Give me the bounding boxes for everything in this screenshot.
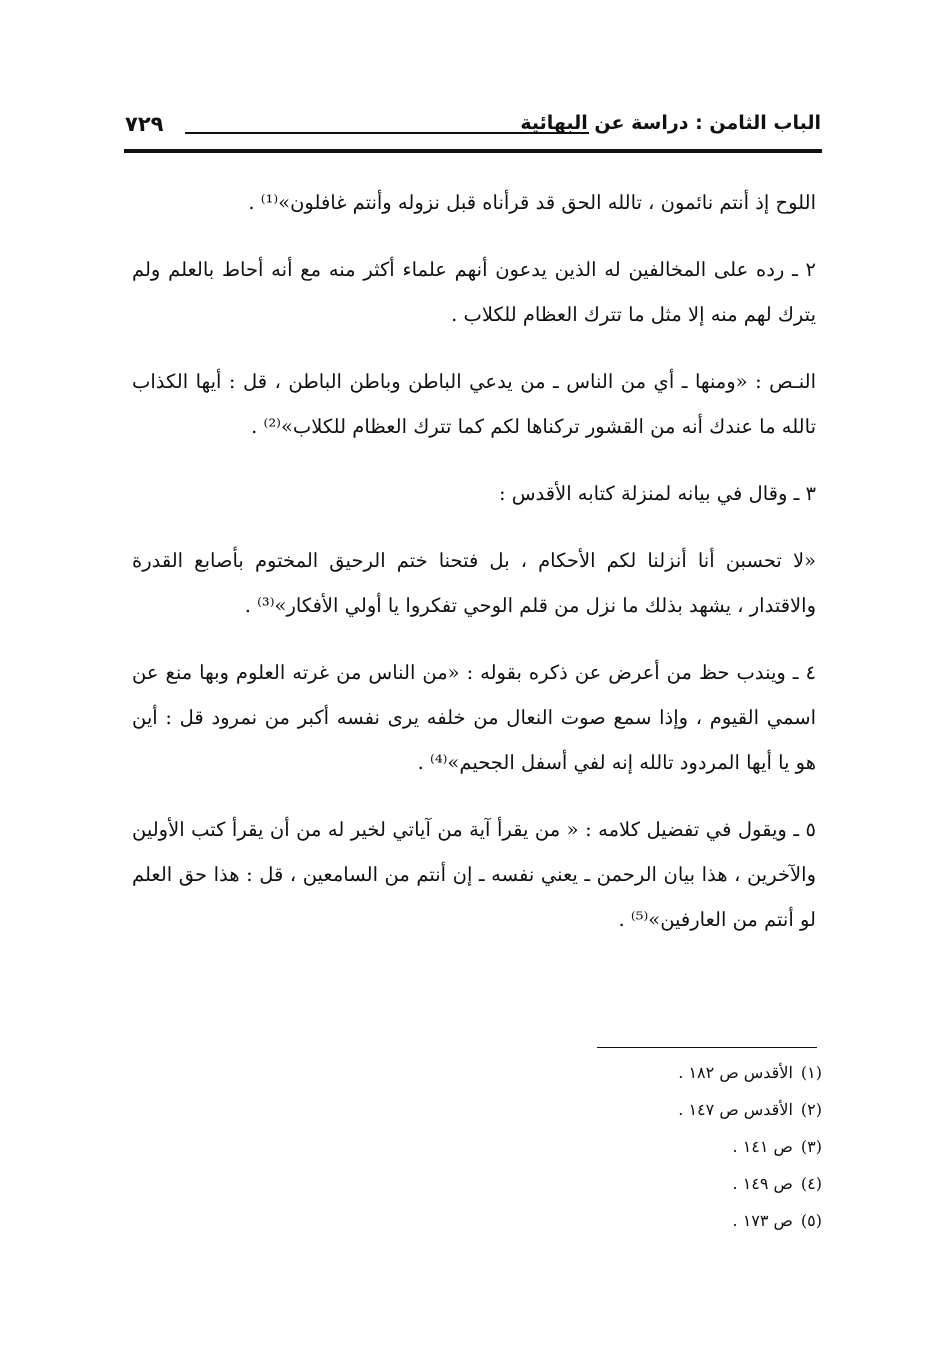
running-header xyxy=(125,112,821,144)
paragraph: ٤ ـ ويندب حظ من أعرض عن ذكره بقوله : «من الناس من غرته العلوم وبها منع عن اسمي القيوم ، وإذا سمع صوت النعال من خلفه يرى نفسه أكبر من نمرود قل : أين هو يا أيها المردود تالله إنه لفي أسفل الجحيم»⁽⁴⁾ . xyxy=(132,661,816,774)
paragraph: «لا تحسبن أنا أنزلنا لكم الأحكام ، بل فتحنا ختم الرحيق المختوم بأصابع القدرة والاقتدار ، يشهد بذلك ما نزل من قلم الوحي تفكروا يا أولي الأفكار»⁽³⁾ . xyxy=(132,549,816,617)
footnote xyxy=(422,1054,822,1091)
paragraph: اللوح إذ أنتم نائمون ، تالله الحق قد قرأناه قبل نزوله وأنتم غافلون»⁽¹⁾ . xyxy=(248,191,816,214)
footnote-text: ص ١٧٣ . xyxy=(732,1211,793,1230)
footnote-number: (١) xyxy=(800,1063,822,1082)
header-rule xyxy=(124,149,822,153)
footnote-number: (٢) xyxy=(800,1100,822,1119)
paragraph: النـص : «ومنها ـ أي من الناس ـ من يدعي الباطن وباطن الباطن ، قل : أيها الكذاب تالله ما عندك أنه من القشور تركناها لكم كما تترك العظام للكلاب»⁽²⁾ . xyxy=(132,370,816,438)
footnote-text: الأقدس ص ١٨٢ . xyxy=(678,1063,793,1082)
footnote-number: (٤) xyxy=(800,1174,822,1193)
footnote-number: (٥) xyxy=(800,1211,822,1230)
body-text xyxy=(132,180,816,964)
page-number: ٧٢٩ xyxy=(125,112,164,136)
paragraph: ٣ ـ وقال في بيانه لمنزلة كتابه الأقدس : xyxy=(498,482,816,505)
footnotes xyxy=(422,1054,822,1239)
header-divider-line xyxy=(185,132,589,134)
footnote-number: (٣) xyxy=(800,1137,822,1156)
footnote-text: ص ١٤١ . xyxy=(732,1137,793,1156)
footnote-text: الأقدس ص ١٤٧ . xyxy=(678,1100,793,1119)
chapter-title: الباب الثامن : دراسة عن البهائية xyxy=(520,112,821,134)
footnote-separator xyxy=(597,1047,817,1048)
paragraph: ٢ ـ رده على المخالفين له الذين يدعون أنهم علماء أكثر منه مع أنه أحاط بالعلم ولم يترك لهم منه إلا مثل ما تترك العظام للكلاب . xyxy=(132,258,816,326)
footnote xyxy=(422,1202,822,1239)
footnote xyxy=(422,1165,822,1202)
footnote-text: ص ١٤٩ . xyxy=(732,1174,793,1193)
footnote xyxy=(422,1091,822,1128)
footnote xyxy=(422,1128,822,1165)
paragraph: ٥ ـ ويقول في تفضيل كلامه : « من يقرأ آية من آياتي لخير له من أن يقرأ كتب الأولين والآخرين ، هذا بيان الرحمن ـ يعني نفسه ـ إن أنتم من السامعين ، قل : هذا حق العلم لو أنتم من العارفين»⁽⁵⁾ . xyxy=(132,818,816,931)
